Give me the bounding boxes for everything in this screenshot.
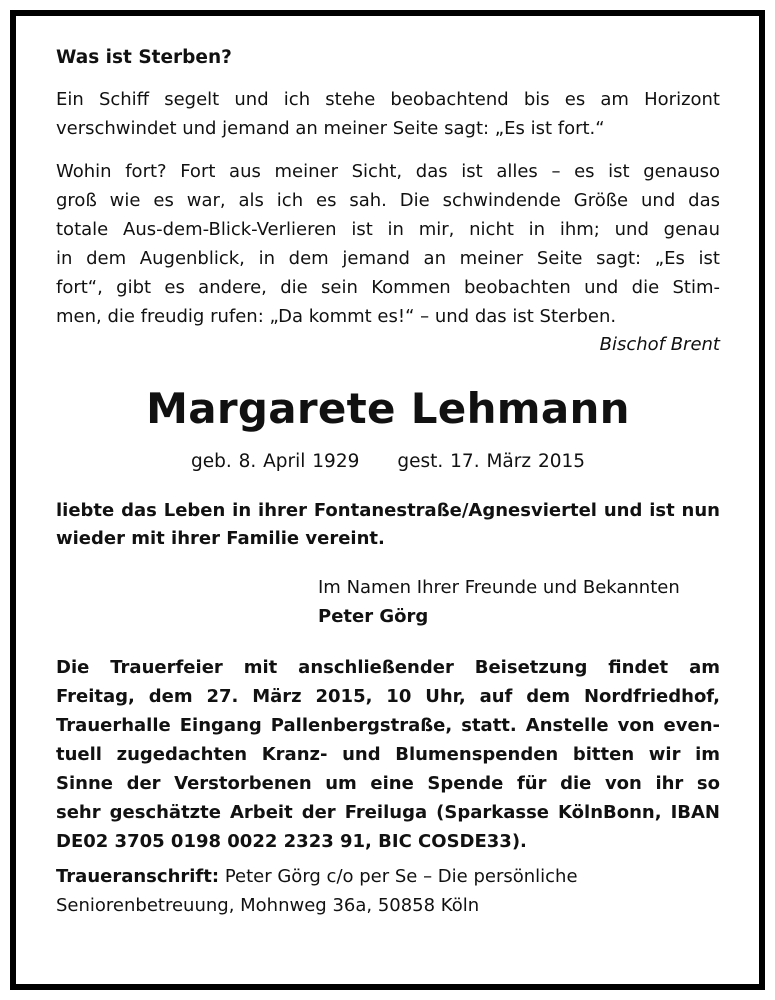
service-announcement [56, 653, 720, 856]
tribute-line: wieder mit ihrer Familie vereint. [56, 528, 385, 549]
motto-p2-line: groß wie es war, als ich es sah. Die schwindende Größe und das [56, 190, 720, 211]
motto-p1-line: Ein Schiff segelt und ich stehe beobachtend bis es am Horizont [56, 89, 720, 110]
deceased-name: Margarete Lehmann [146, 384, 630, 433]
service-line: Trauerhalle Eingang Pallenbergstraße, statt. Anstelle von even- [56, 715, 720, 736]
motto-paragraph-1 [56, 85, 720, 143]
motto-p2-line: men, die freudig rufen: „Da kommt es!“ – und das ist Sterben. [56, 306, 617, 327]
motto-paragraph-2 [56, 157, 720, 331]
service-line: Die Trauerfeier mit anschließender Beisetzung findet am [56, 657, 720, 678]
motto-p2-line: fort“, gibt es andere, die sein Kommen beobachten und die Stim- [56, 277, 720, 298]
address-label: Traueranschrift: [56, 866, 220, 887]
motto-p2-line: in dem Augenblick, in dem jemand an meiner Seite sagt: „Es ist [56, 248, 720, 269]
motto-title: Was ist Sterben? [56, 47, 232, 68]
address-line-1-text: Peter Görg c/o per Se – Die persönliche [224, 866, 578, 887]
service-line: tuell zugedachten Kranz- und Blumenspenden bitten wir im [56, 744, 720, 765]
mourning-address [56, 862, 720, 920]
service-line: Sinne der Verstorbenen um eine Spende für die von ihr so [56, 773, 720, 794]
obituary-frame [10, 10, 765, 990]
service-line: DE02 3705 0198 0022 2323 91, BIC COSDE33). [56, 831, 527, 852]
tribute-text [56, 497, 720, 553]
signatory-name: Peter Görg [318, 606, 429, 627]
death-date: gest. 17. März 2015 [397, 451, 586, 472]
motto-p2-line: totale Aus-dem-Blick-Verlieren ist in mir, nicht in ihm; und genau [56, 219, 720, 240]
tribute-line: liebte das Leben in ihrer Fontanestraße/Agnesviertel und ist nun [56, 500, 720, 521]
obituary-content [56, 43, 720, 920]
service-line: Freitag, dem 27. März 2015, 10 Uhr, auf dem Nordfriedhof, [56, 686, 720, 707]
motto-p2-line: Wohin fort? Fort aus meiner Sicht, das ist alles – es ist genauso [56, 161, 720, 182]
signatory-line: Im Namen Ihrer Freunde und Bekannten [318, 577, 680, 598]
address-line-2: Seniorenbetreuung, Mohnweg 36a, 50858 Köln [56, 895, 480, 916]
birth-date: geb. 8. April 1929 [190, 451, 360, 472]
motto-author: Bischof Brent [599, 334, 720, 355]
life-dates [56, 447, 720, 477]
signatory-block [318, 573, 720, 631]
address-line-1 [56, 862, 720, 891]
motto-p1-line: verschwindet und jemand an meiner Seite sagt: „Es ist fort.“ [56, 118, 605, 139]
service-line: sehr geschätzte Arbeit der Freiluga (Sparkasse KölnBonn, IBAN [56, 802, 720, 823]
